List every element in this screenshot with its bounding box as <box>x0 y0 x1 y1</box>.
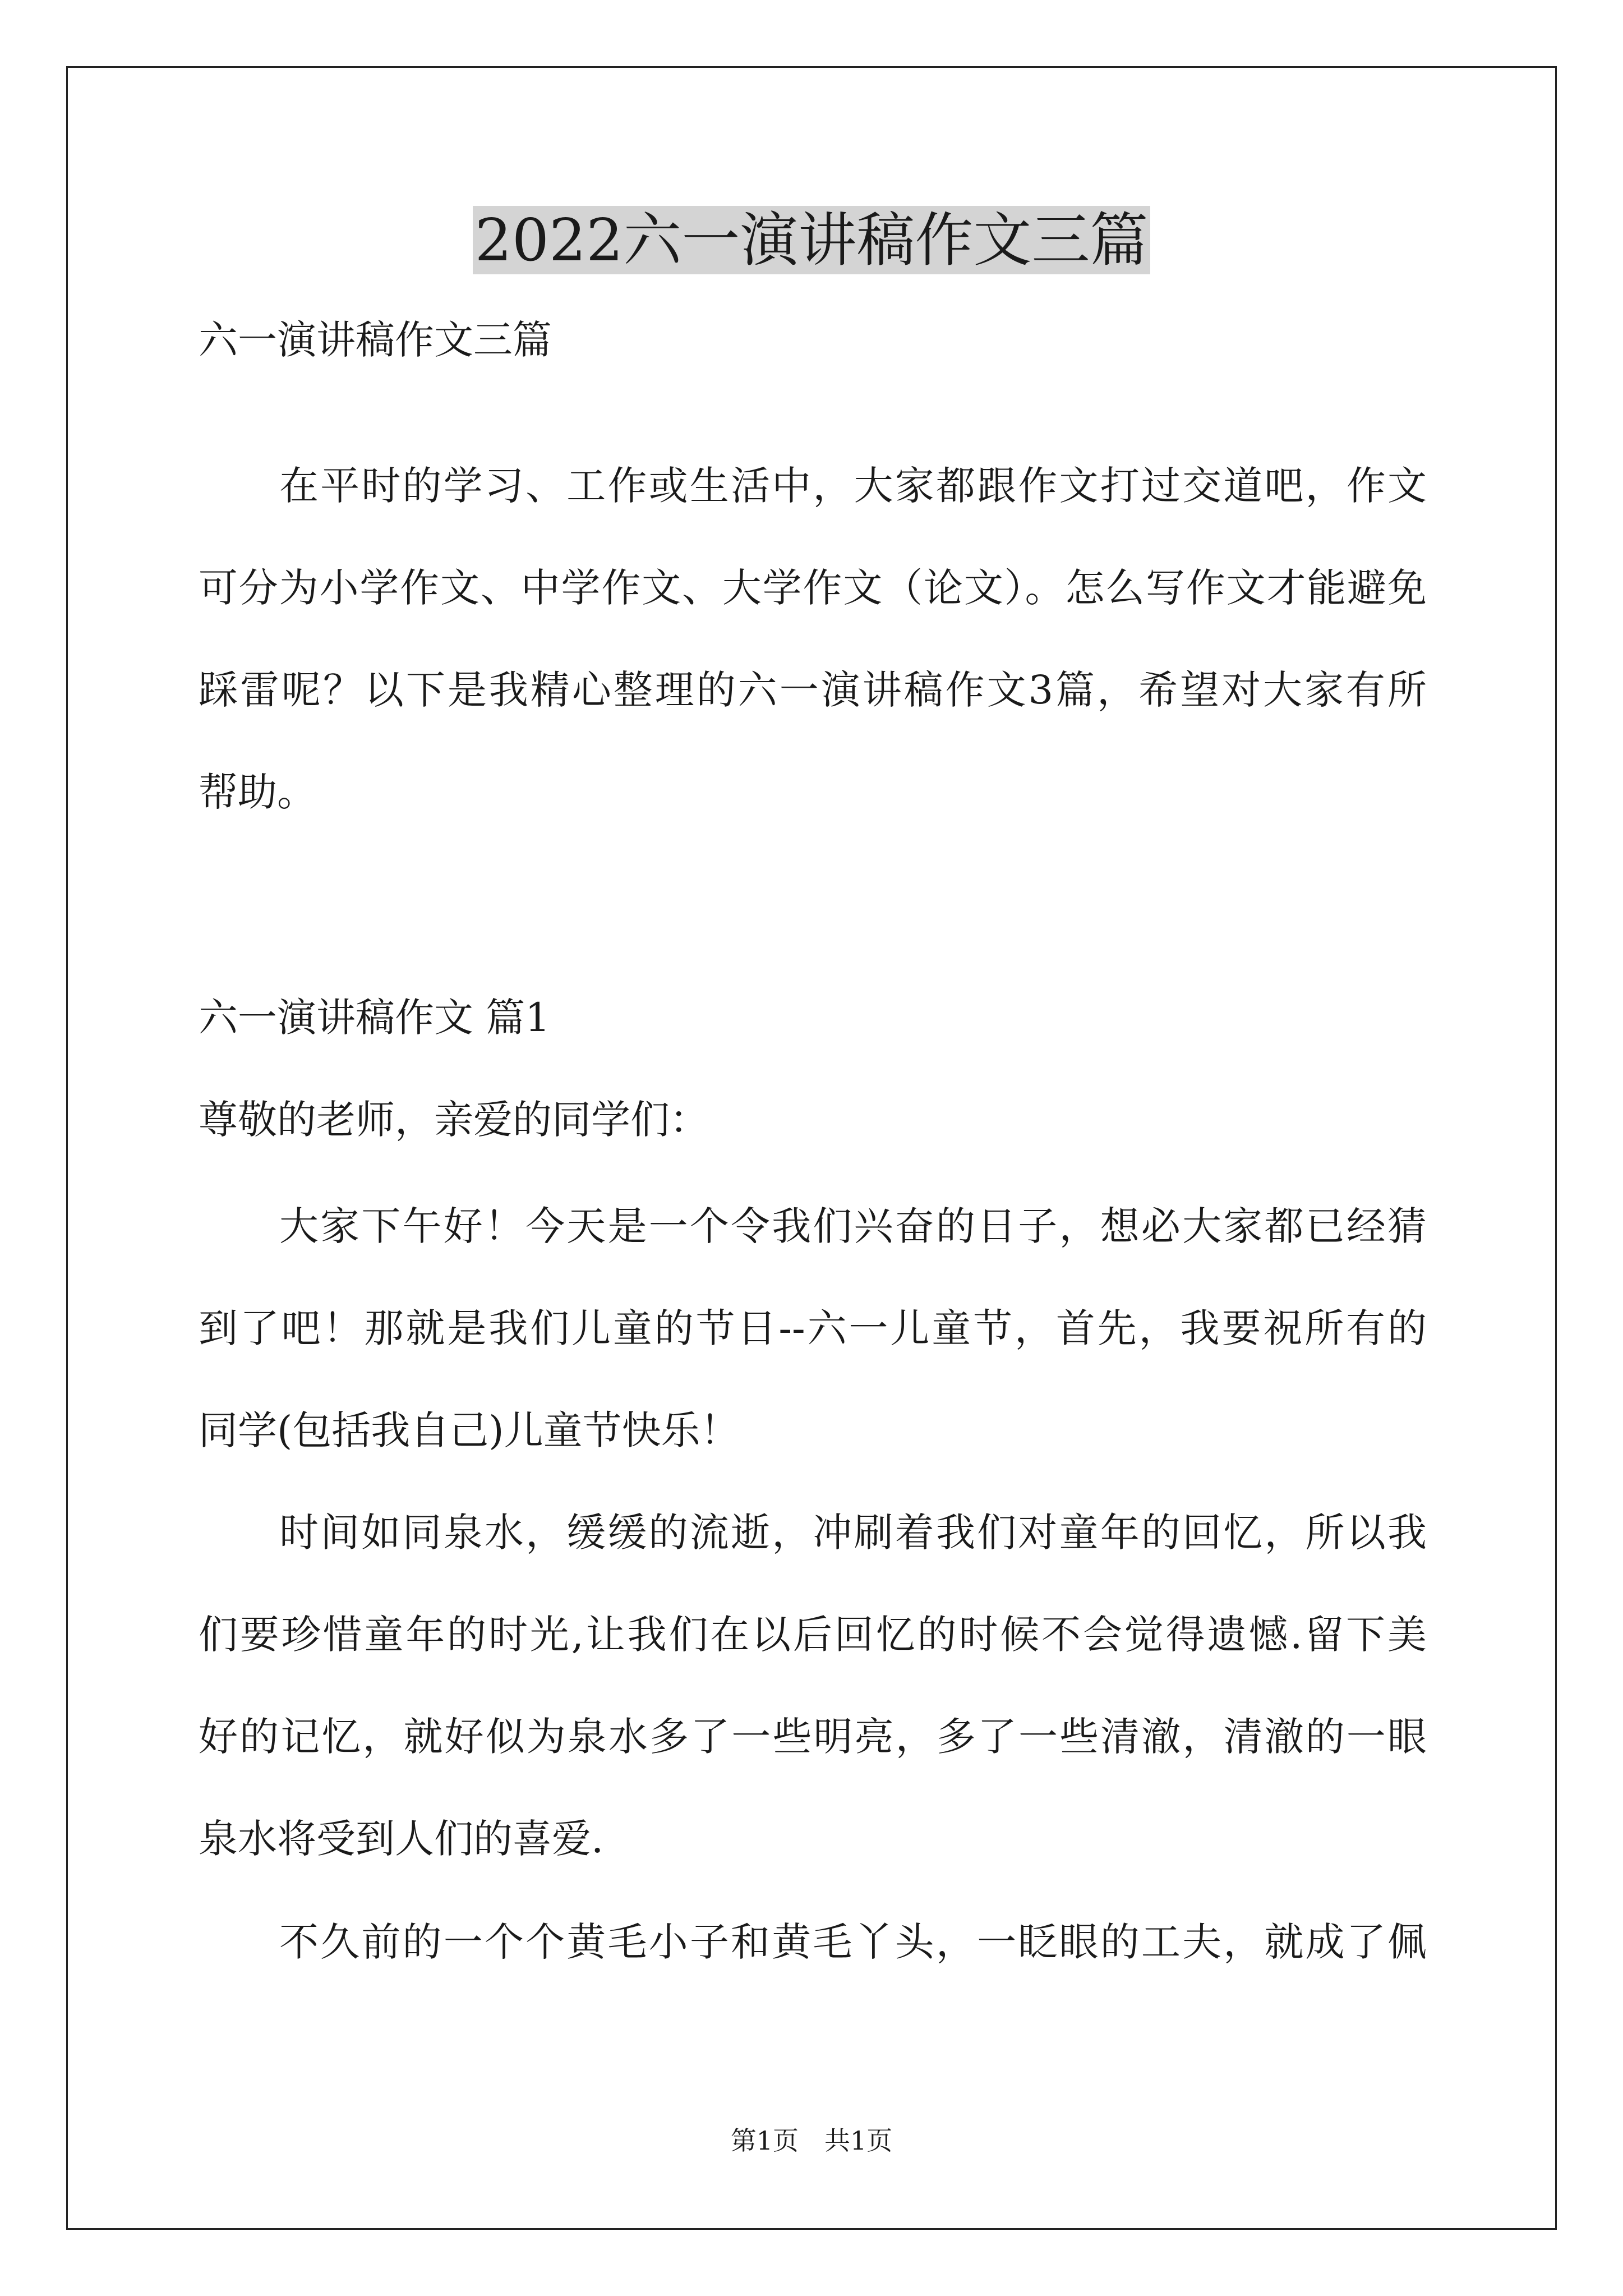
subtitle: 六一演讲稿作文三篇 <box>199 317 552 363</box>
intro-line: 可分为小学作文、中学作文、大学作文（论文）。怎么写作文才能避免 <box>199 565 1427 611</box>
intro-paragraph <box>199 460 1427 868</box>
paragraph-line: 时间如同泉水，缓缓的流逝，冲刷着我们对童年的回忆，所以我 <box>279 1510 1427 1556</box>
paragraph-line: 好的记忆，就好似为泉水多了一些明亮，多了一些清澈，清澈的一眼 <box>199 1714 1427 1760</box>
salutation: 尊敬的老师，亲爱的同学们： <box>199 1097 709 1143</box>
page-footer: 第1页 共1页 <box>730 2125 893 2156</box>
intro-line: 踩雷呢？以下是我精心整理的六一演讲稿作文3篇，希望对大家有所 <box>199 667 1427 713</box>
paragraph-3 <box>199 1916 1427 2018</box>
paragraph-line: 泉水将受到人们的喜爱. <box>199 1816 604 1862</box>
document-title <box>0 201 1623 279</box>
paragraph-line: 到了吧！那就是我们儿童的节日--六一儿童节，首先，我要祝所有的 <box>199 1305 1427 1351</box>
intro-line: 在平时的学习、工作或生活中，大家都跟作文打过交道吧，作文 <box>279 463 1427 509</box>
paragraph-line: 们要珍惜童年的时光,让我们在以后回忆的时候不会觉得遗憾.留下美 <box>199 1612 1427 1658</box>
section-heading: 六一演讲稿作文 篇1 <box>199 995 550 1041</box>
paragraph-line: 大家下午好！今天是一个令我们兴奋的日子，想必大家都已经猜 <box>279 1203 1427 1249</box>
paragraph-line: 不久前的一个个黄毛小子和黄毛丫头，一眨眼的工夫，就成了佩 <box>279 1919 1427 1965</box>
paragraph-line: 同学(包括我自己)儿童节快乐！ <box>199 1407 740 1453</box>
document-title-text: 2022六一演讲稿作文三篇 <box>473 206 1151 274</box>
paragraph-1 <box>199 1200 1427 1507</box>
paragraph-2 <box>199 1507 1427 1915</box>
intro-line: 帮助。 <box>199 769 316 815</box>
